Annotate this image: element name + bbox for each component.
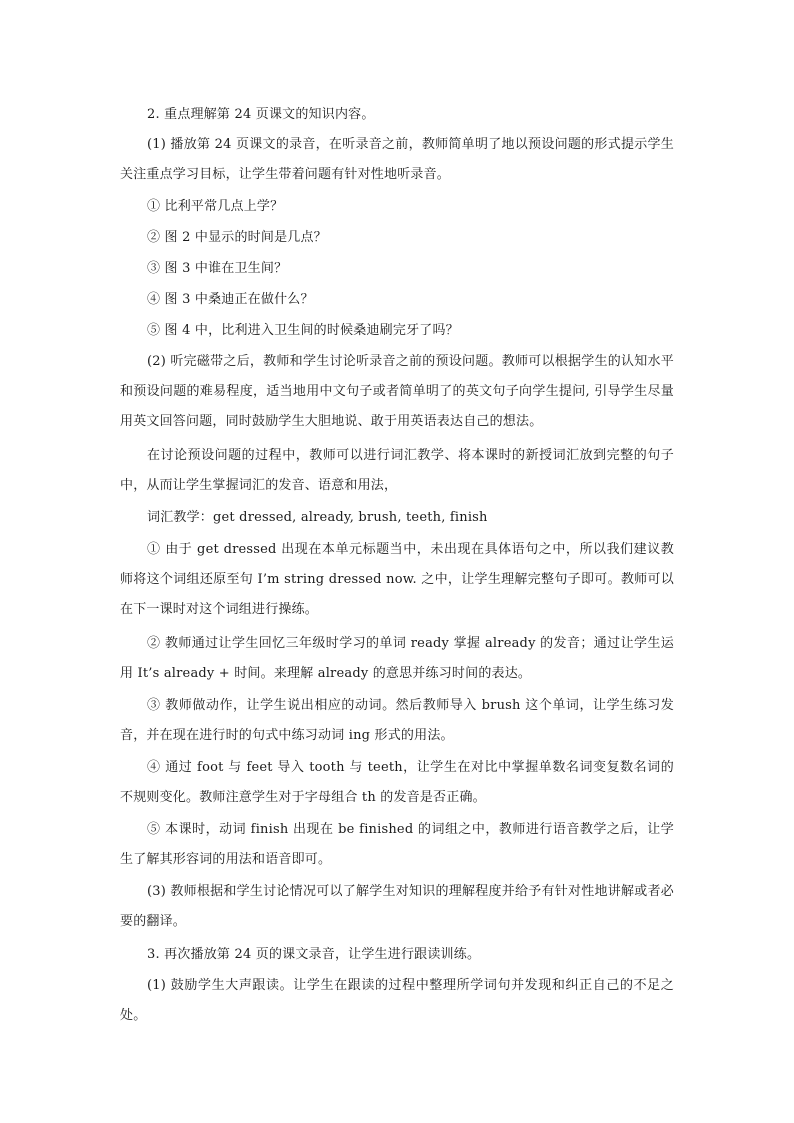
vocab-item-1: ① 由于 get dressed 出现在本单元标题当中，未出现在具体语句之中，所以我们建议教师将这个词组还原至句 I’m string dressed now. 之中，让学生理解完整句子即可。教师可以在下一课时对这个词组进行操练。: [120, 542, 674, 617]
paragraph-listen-recording: (1) 播放第 24 页课文的录音，在听录音之前，教师简单明了地以预设问题的形式提示学生关注重点学习目标，让学生带着问题有针对性地听录音。: [120, 137, 674, 182]
question-2: ② 图 2 中显示的时间是几点？: [147, 230, 327, 245]
vocab-item-2: ② 教师通过让学生回忆三年级时学习的单词 ready 掌握 already 的发音；通过让学生运用 It’s already + 时间。来理解 already 的意思并练习时间的表达。: [120, 636, 674, 681]
paragraph-discussion: (2) 听完磁带之后，教师和学生讨论听录音之前的预设问题。教师可以根据学生的认知水平和预设问题的难易程度，适当地用中文句子或者简单明了的英文句子向学生提问, 引导学生尽量用英文回答问题，同时鼓励学生大胆地说、敢于用英语表达自己的想法。: [120, 354, 674, 429]
section-heading-3: 3. 再次播放第 24 页的课文录音，让学生进行跟读训练。: [147, 947, 481, 962]
paragraph-read-aloud: (1) 鼓励学生大声跟读。让学生在跟读的过程中整理所学词句并发现和纠正自己的不足之处。: [120, 978, 674, 1023]
vocab-item-4: ④ 通过 foot 与 feet 导入 tooth 与 teeth，让学生在对比中掌握单数名词变复数名词的不规则变化。教师注意学生对于字母组合 th 的发音是否正确。: [120, 760, 674, 805]
paragraph-understanding: (3) 教师根据和学生讨论情况可以了解学生对知识的理解程度并给予有针对性地讲解或者必要的翻译。: [120, 884, 674, 929]
question-3: ③ 图 3 中谁在卫生间？: [147, 261, 288, 276]
question-1: ① 比利平常几点上学？: [147, 199, 284, 214]
vocab-item-5: ⑤ 本课时，动词 finish 出现在 be finished 的词组之中，教师进行语音教学之后，让学生了解其形容词的用法和语音即可。: [120, 822, 674, 867]
vocab-list-line: 词汇教学：get dressed, already, brush, teeth, finish: [147, 510, 488, 525]
question-4: ④ 图 3 中桑迪正在做什么？: [147, 292, 314, 307]
vocab-item-3: ③ 教师做动作，让学生说出相应的动词。然后教师导入 brush 这个单词，让学生练习发音，并在现在进行时的句式中练习动词 ing 形式的用法。: [120, 698, 674, 743]
paragraph-vocab-teaching-intro: 在讨论预设问题的过程中，教师可以进行词汇教学、将本课时的新授词汇放到完整的句子中，从而让学生掌握词汇的发音、语意和用法，: [120, 448, 674, 493]
section-heading-2: 2. 重点理解第 24 页课文的知识内容。: [147, 107, 375, 122]
question-5: ⑤ 图 4 中，比利进入卫生间的时候桑迪刷完牙了吗？: [147, 323, 459, 338]
